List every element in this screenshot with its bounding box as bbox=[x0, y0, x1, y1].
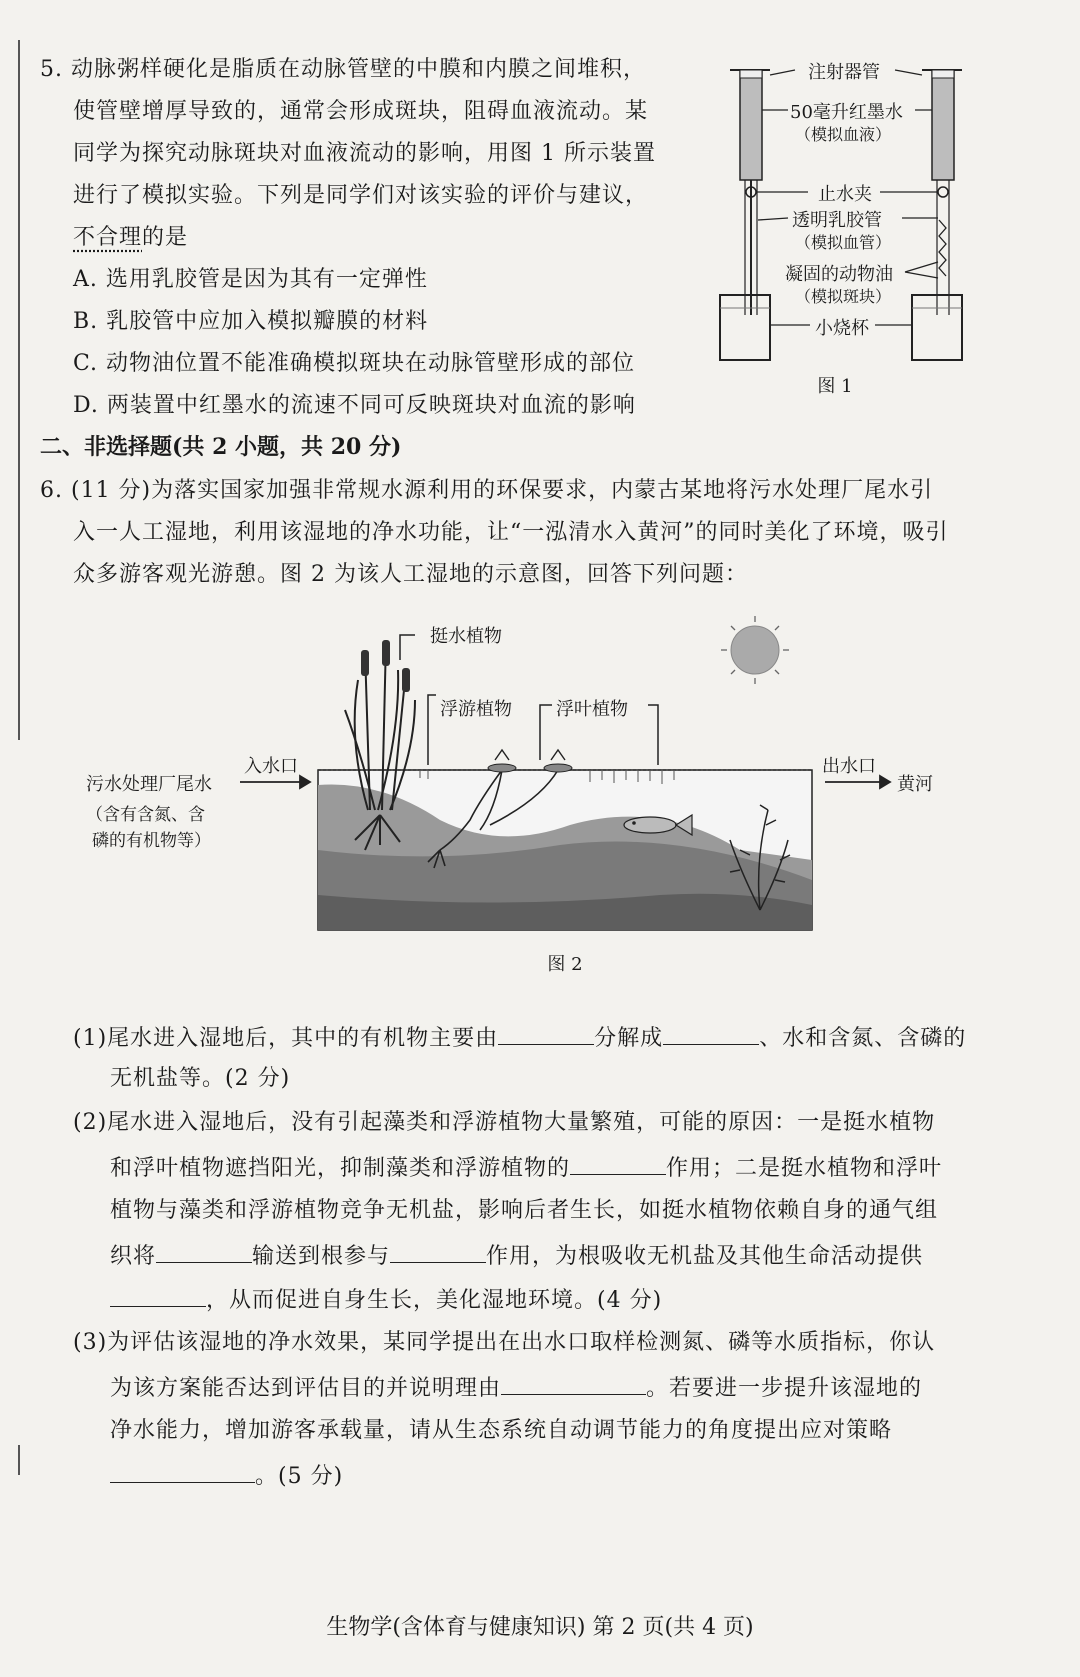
sub2-line-3: 植物与藻类和浮游植物竞争无机盐，影响后者生长，如挺水植物依赖自身的通气组 bbox=[110, 1198, 939, 1223]
fig1-caption: 图 1 bbox=[817, 376, 853, 397]
sub2-line-2 bbox=[110, 1152, 942, 1184]
emphasized-word: 不合理 bbox=[73, 225, 143, 250]
fig1-label-ink: 50毫升红墨水 bbox=[790, 102, 903, 123]
sub3-line-2 bbox=[110, 1372, 922, 1404]
q5-option-d: D. 两装置中红墨水的流速不同可反映斑块对血流的影响 bbox=[73, 393, 636, 418]
answer-blank-1[interactable] bbox=[498, 1022, 594, 1045]
fig2-label-emergent: 挺水植物 bbox=[430, 626, 502, 647]
fig2-label-source-note-1: （含有含氮、含 bbox=[86, 805, 205, 825]
left-syringe bbox=[720, 70, 770, 360]
section-2-heading: 二、非选择题(共 2 小题，共 20 分) bbox=[40, 434, 402, 460]
fig1-label-oil: 凝固的动物油 bbox=[785, 264, 893, 285]
answer-blank-5[interactable] bbox=[390, 1240, 486, 1263]
margin-tick bbox=[18, 1445, 20, 1475]
fig2-label-source-note-2: 磷的有机物等） bbox=[92, 831, 211, 851]
q5-stem-end: 的是 bbox=[142, 225, 189, 250]
fig2-label-outlet: 出水口 bbox=[822, 756, 876, 777]
fig2-label-source: 污水处理厂尾水 bbox=[86, 774, 212, 795]
q6-line-2: 入一人工湿地，利用该湿地的净水功能，让“一泓清水入黄河”的同时美化了环境，吸引 bbox=[73, 520, 949, 545]
q5-option-a: A. 选用乳胶管是因为其有一定弹性 bbox=[73, 267, 428, 292]
oil-plaque-icon bbox=[939, 220, 946, 276]
fig1-label-tube-note: （模拟血管） bbox=[795, 233, 892, 252]
fig2-label-floatleaf: 浮叶植物 bbox=[556, 699, 628, 720]
right-syringe bbox=[912, 70, 962, 360]
fig2-label-inlet: 入水口 bbox=[244, 756, 298, 777]
sub2-line-1: (2)尾水进入湿地后，没有引起藻类和浮游植物大量繁殖，可能的原因：一是挺水植物 bbox=[73, 1110, 936, 1135]
sub2-text-2b: 作用；二是挺水植物和浮叶 bbox=[666, 1156, 943, 1181]
sub2-line-5 bbox=[110, 1284, 662, 1316]
sub1-text-c: 、水和含氮、含磷的 bbox=[759, 1026, 967, 1051]
sub3-text-2b: 。若要进一步提升该湿地的 bbox=[646, 1376, 923, 1401]
sub1-line-1 bbox=[73, 1022, 966, 1054]
answer-blank-6[interactable] bbox=[110, 1284, 206, 1307]
fig1-label-syringe: 注射器管 bbox=[808, 62, 880, 83]
q5-line-1: 5. 动脉粥样硬化是脂质在动脉管壁的中膜和内膜之间堆积， bbox=[40, 57, 646, 82]
q5-option-c: C. 动物油位置不能准确模拟斑块在动脉管壁形成的部位 bbox=[73, 351, 636, 376]
margin-line bbox=[18, 40, 20, 740]
answer-blank-4[interactable] bbox=[156, 1240, 252, 1263]
q5-option-b: B. 乳胶管中应加入模拟瓣膜的材料 bbox=[73, 309, 429, 334]
fig1-label-beaker: 小烧杯 bbox=[815, 318, 869, 339]
q5-line-5 bbox=[73, 223, 188, 253]
fig2-caption: 图 2 bbox=[547, 954, 583, 975]
sub2-text-4a: 织将 bbox=[110, 1244, 157, 1269]
fig2-label-floating: 浮游植物 bbox=[440, 699, 512, 720]
fig1-label-tube: 透明乳胶管 bbox=[792, 210, 882, 231]
q6-line-1: 6. (11 分)为落实国家加强非常规水源利用的环保要求，内蒙古某地将污水处理厂尾水引 bbox=[40, 478, 934, 503]
sub2-text-5: ，从而促进自身生长，美化湿地环境。(4 分) bbox=[206, 1288, 663, 1313]
sub2-line-4 bbox=[110, 1240, 923, 1272]
sub3-text-2a: 为该方案能否达到评估目的并说明理由 bbox=[110, 1376, 502, 1401]
fig2-label-river: 黄河 bbox=[897, 774, 933, 795]
sub1-text-a: (1)尾水进入湿地后，其中的有机物主要由 bbox=[73, 1026, 499, 1051]
q6-line-3: 众多游客观光游憩。图 2 为该人工湿地的示意图，回答下列问题： bbox=[73, 562, 748, 587]
fig1-label-ink-note: （模拟血液） bbox=[795, 125, 892, 144]
q5-line-3: 同学为探究动脉斑块对血液流动的影响，用图 1 所示装置 bbox=[73, 141, 656, 166]
sub3-line-3: 净水能力，增加游客承载量，请从生态系统自动调节能力的角度提出应对策略 bbox=[110, 1418, 893, 1443]
sub1-line-2: 无机盐等。(2 分) bbox=[110, 1066, 291, 1091]
fig1-label-oil-note: （模拟斑块） bbox=[795, 287, 892, 306]
page-footer: 生物学(含体育与健康知识) 第 2 页(共 4 页) bbox=[326, 1615, 754, 1640]
q5-line-4: 进行了模拟实验。下列是同学们对该实验的评价与建议， bbox=[73, 183, 649, 208]
q5-line-2: 使管壁增厚导致的，通常会形成斑块，阻碍血液流动。某 bbox=[73, 99, 649, 124]
sub2-text-4c: 作用，为根吸收无机盐及其他生命活动提供 bbox=[486, 1244, 924, 1269]
sub3-line-4 bbox=[110, 1460, 343, 1492]
answer-blank-8[interactable] bbox=[110, 1460, 255, 1483]
figure2-wetland-diagram bbox=[240, 610, 1060, 940]
fig1-label-clamp: 止水夹 bbox=[818, 184, 872, 205]
sub1-text-b: 分解成 bbox=[594, 1026, 664, 1051]
sub2-text-2a: 和浮叶植物遮挡阳光，抑制藻类和浮游植物的 bbox=[110, 1156, 571, 1181]
sub3-line-1: (3)为评估该湿地的净水效果，某同学提出在出水口取样检测氮、磷等水质指标，你认 bbox=[73, 1330, 936, 1355]
sub2-text-4b: 输送到根参与 bbox=[252, 1244, 391, 1269]
sun-icon bbox=[721, 616, 789, 684]
sub3-text-4: 。(5 分) bbox=[255, 1464, 344, 1489]
answer-blank-3[interactable] bbox=[570, 1152, 666, 1175]
answer-blank-2[interactable] bbox=[663, 1022, 759, 1045]
answer-blank-7[interactable] bbox=[501, 1372, 646, 1395]
